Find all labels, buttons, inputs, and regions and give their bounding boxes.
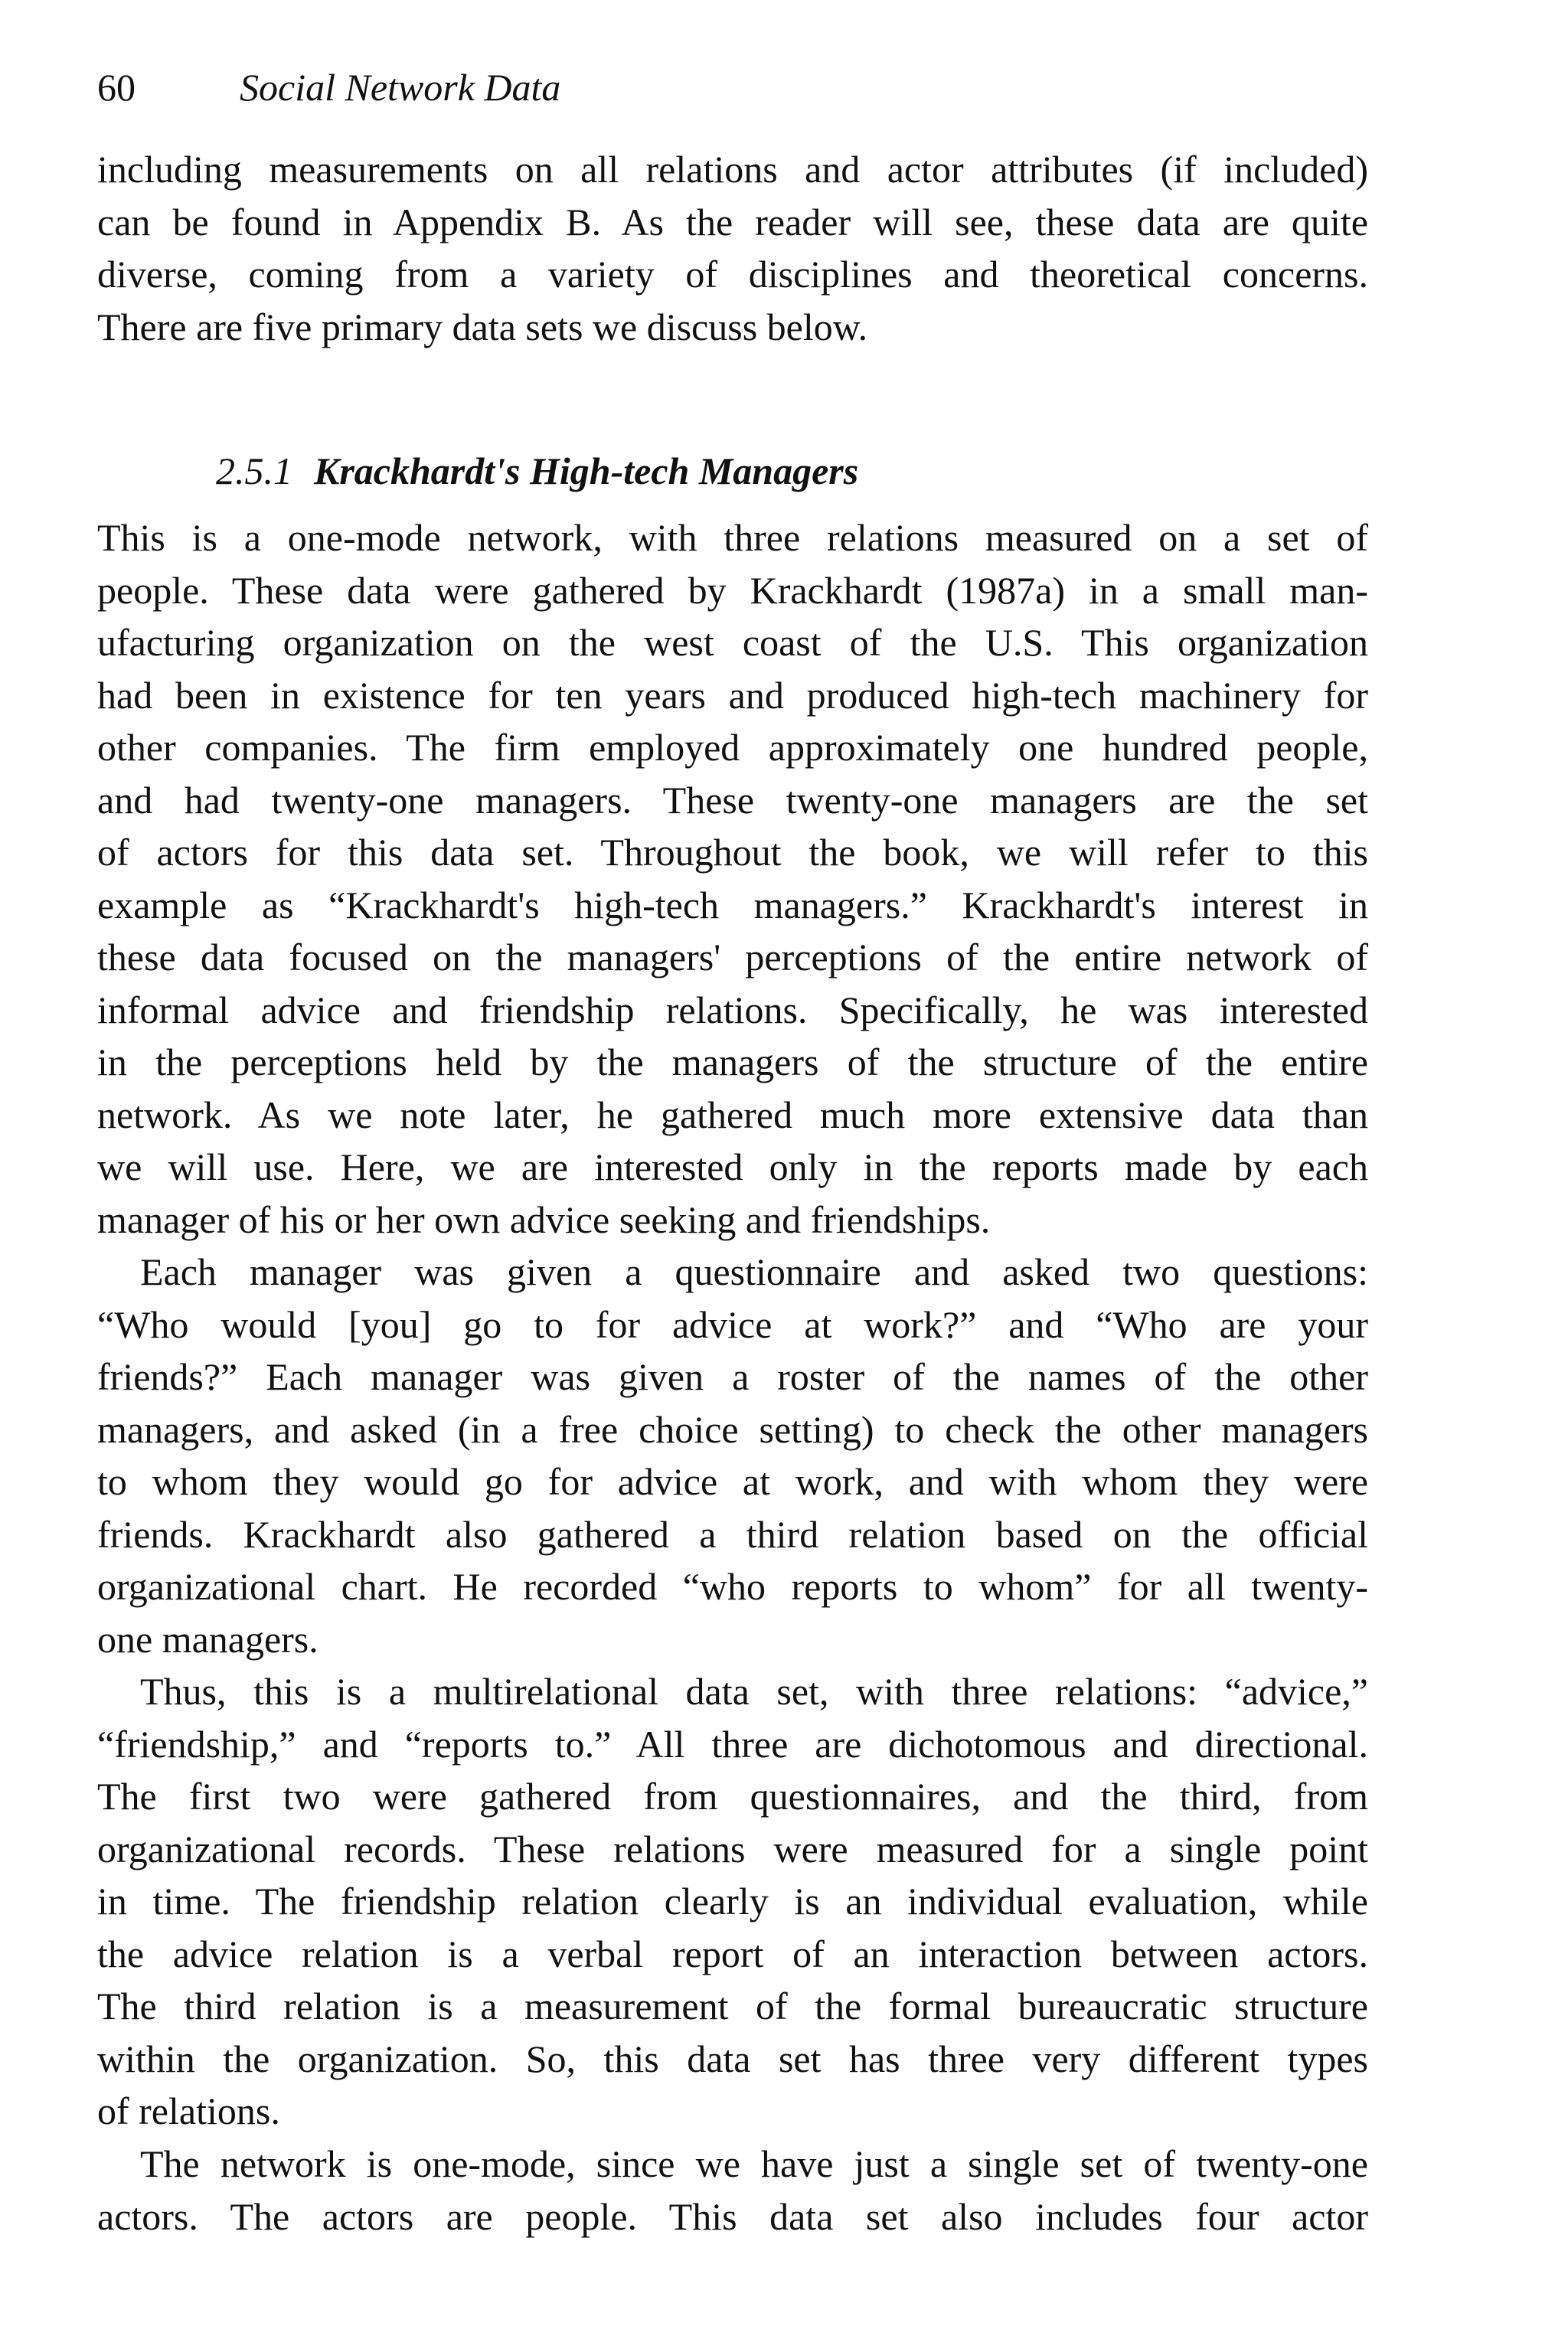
text-line: friends?” Each manager was given a roster of the names of the other xyxy=(97,1355,1368,1398)
text-line: we will use. Here, we are interested only in the reports made by each xyxy=(97,1145,1368,1188)
text-line: other companies. The firm employed approximately one hundred people, xyxy=(97,726,1368,769)
text-line: The first two were gathered from questionnaires, and the third, from xyxy=(97,1775,1368,1818)
text-line: manager of his or her own advice seeking and friendships. xyxy=(97,1197,991,1241)
text-line: There are five primary data sets we discuss below. xyxy=(97,305,868,348)
text-line: example as “Krackhardt's high-tech managers.” Krackhardt's interest in xyxy=(97,883,1368,926)
text-line: one managers. xyxy=(97,1617,318,1661)
text-line: This is a one-mode network, with three relations measured on a set of xyxy=(97,516,1368,559)
text-line: people. These data were gathered by Krackhardt (1987a) in a small man- xyxy=(97,568,1368,612)
text-line: including measurements on all relations and actor attributes (if included) xyxy=(97,148,1368,191)
text-line: The third relation is a measurement of the formal bureaucratic structure xyxy=(97,1985,1368,2027)
text-line: to whom they would go for advice at work, and with whom they were xyxy=(97,1460,1368,1503)
text-line: diverse, coming from a variety of disciplines and theoretical concerns. xyxy=(97,253,1368,296)
running-head xyxy=(97,64,560,110)
text-line: organizational chart. He recorded “who reports to whom” for all twenty- xyxy=(97,1565,1368,1608)
text-line: of actors for this data set. Throughout the book, we will refer to this xyxy=(97,831,1368,874)
text-line: network. As we note later, he gathered much more extensive data than xyxy=(97,1093,1368,1136)
text-line: organizational records. These relations were measured for a single point xyxy=(97,1827,1368,1870)
text-line: had been in existence for ten years and produced high-tech machinery for xyxy=(97,673,1368,717)
text-line: in time. The friendship relation clearly is an individual evaluation, while xyxy=(97,1880,1368,1923)
paragraph-4 xyxy=(97,2138,1368,2243)
page-number: 60 xyxy=(97,66,136,109)
text-line: actors. The actors are people. This data set also includes four actor xyxy=(97,2194,1368,2238)
text-line: Thus, this is a multirelational data set, with three relations: “advice,” xyxy=(140,1670,1368,1713)
section-heading xyxy=(216,444,858,498)
text-line: of relations. xyxy=(97,2089,280,2132)
text-line: The network is one-mode, since we have just a single set of twenty-one xyxy=(140,2142,1368,2185)
section-title: Krackhardt's High-tech Managers xyxy=(314,449,859,492)
text-line: within the organization. So, this data set has three very different types xyxy=(97,2037,1368,2080)
text-line: informal advice and friendship relations. Specifically, he was interested xyxy=(97,988,1368,1031)
running-title: Social Network Data xyxy=(240,66,561,109)
text-line: Each manager was given a questionnaire and asked two questions: xyxy=(140,1250,1368,1293)
intro-paragraph xyxy=(97,143,1368,353)
paragraph-3 xyxy=(97,1665,1368,2138)
section-number: 2.5.1 xyxy=(216,449,292,492)
text-line: the advice relation is a verbal report of an interaction between actors. xyxy=(97,1932,1368,1975)
paragraph-1 xyxy=(97,511,1368,1246)
text-line: in the perceptions held by the managers of the structure of the entire xyxy=(97,1041,1368,1083)
text-line: and had twenty-one managers. These twenty-one managers are the set xyxy=(97,778,1368,822)
text-line: “Who would [you] go to for advice at work?” and “Who are your xyxy=(97,1302,1368,1346)
text-line: friends. Krackhardt also gathered a third relation based on the official xyxy=(97,1512,1368,1556)
paragraph-2 xyxy=(97,1246,1368,1665)
text-line: “friendship,” and “reports to.” All three are dichotomous and directional. xyxy=(97,1722,1368,1766)
text-line: ufacturing organization on the west coast of the U.S. This organization xyxy=(97,621,1368,664)
text-line: can be found in Appendix B. As the reader will see, these data are quite xyxy=(97,200,1368,243)
text-line: managers, and asked (in a free choice setting) to check the other managers xyxy=(97,1407,1368,1451)
text-line: these data focused on the managers' perceptions of the entire network of xyxy=(97,936,1368,979)
